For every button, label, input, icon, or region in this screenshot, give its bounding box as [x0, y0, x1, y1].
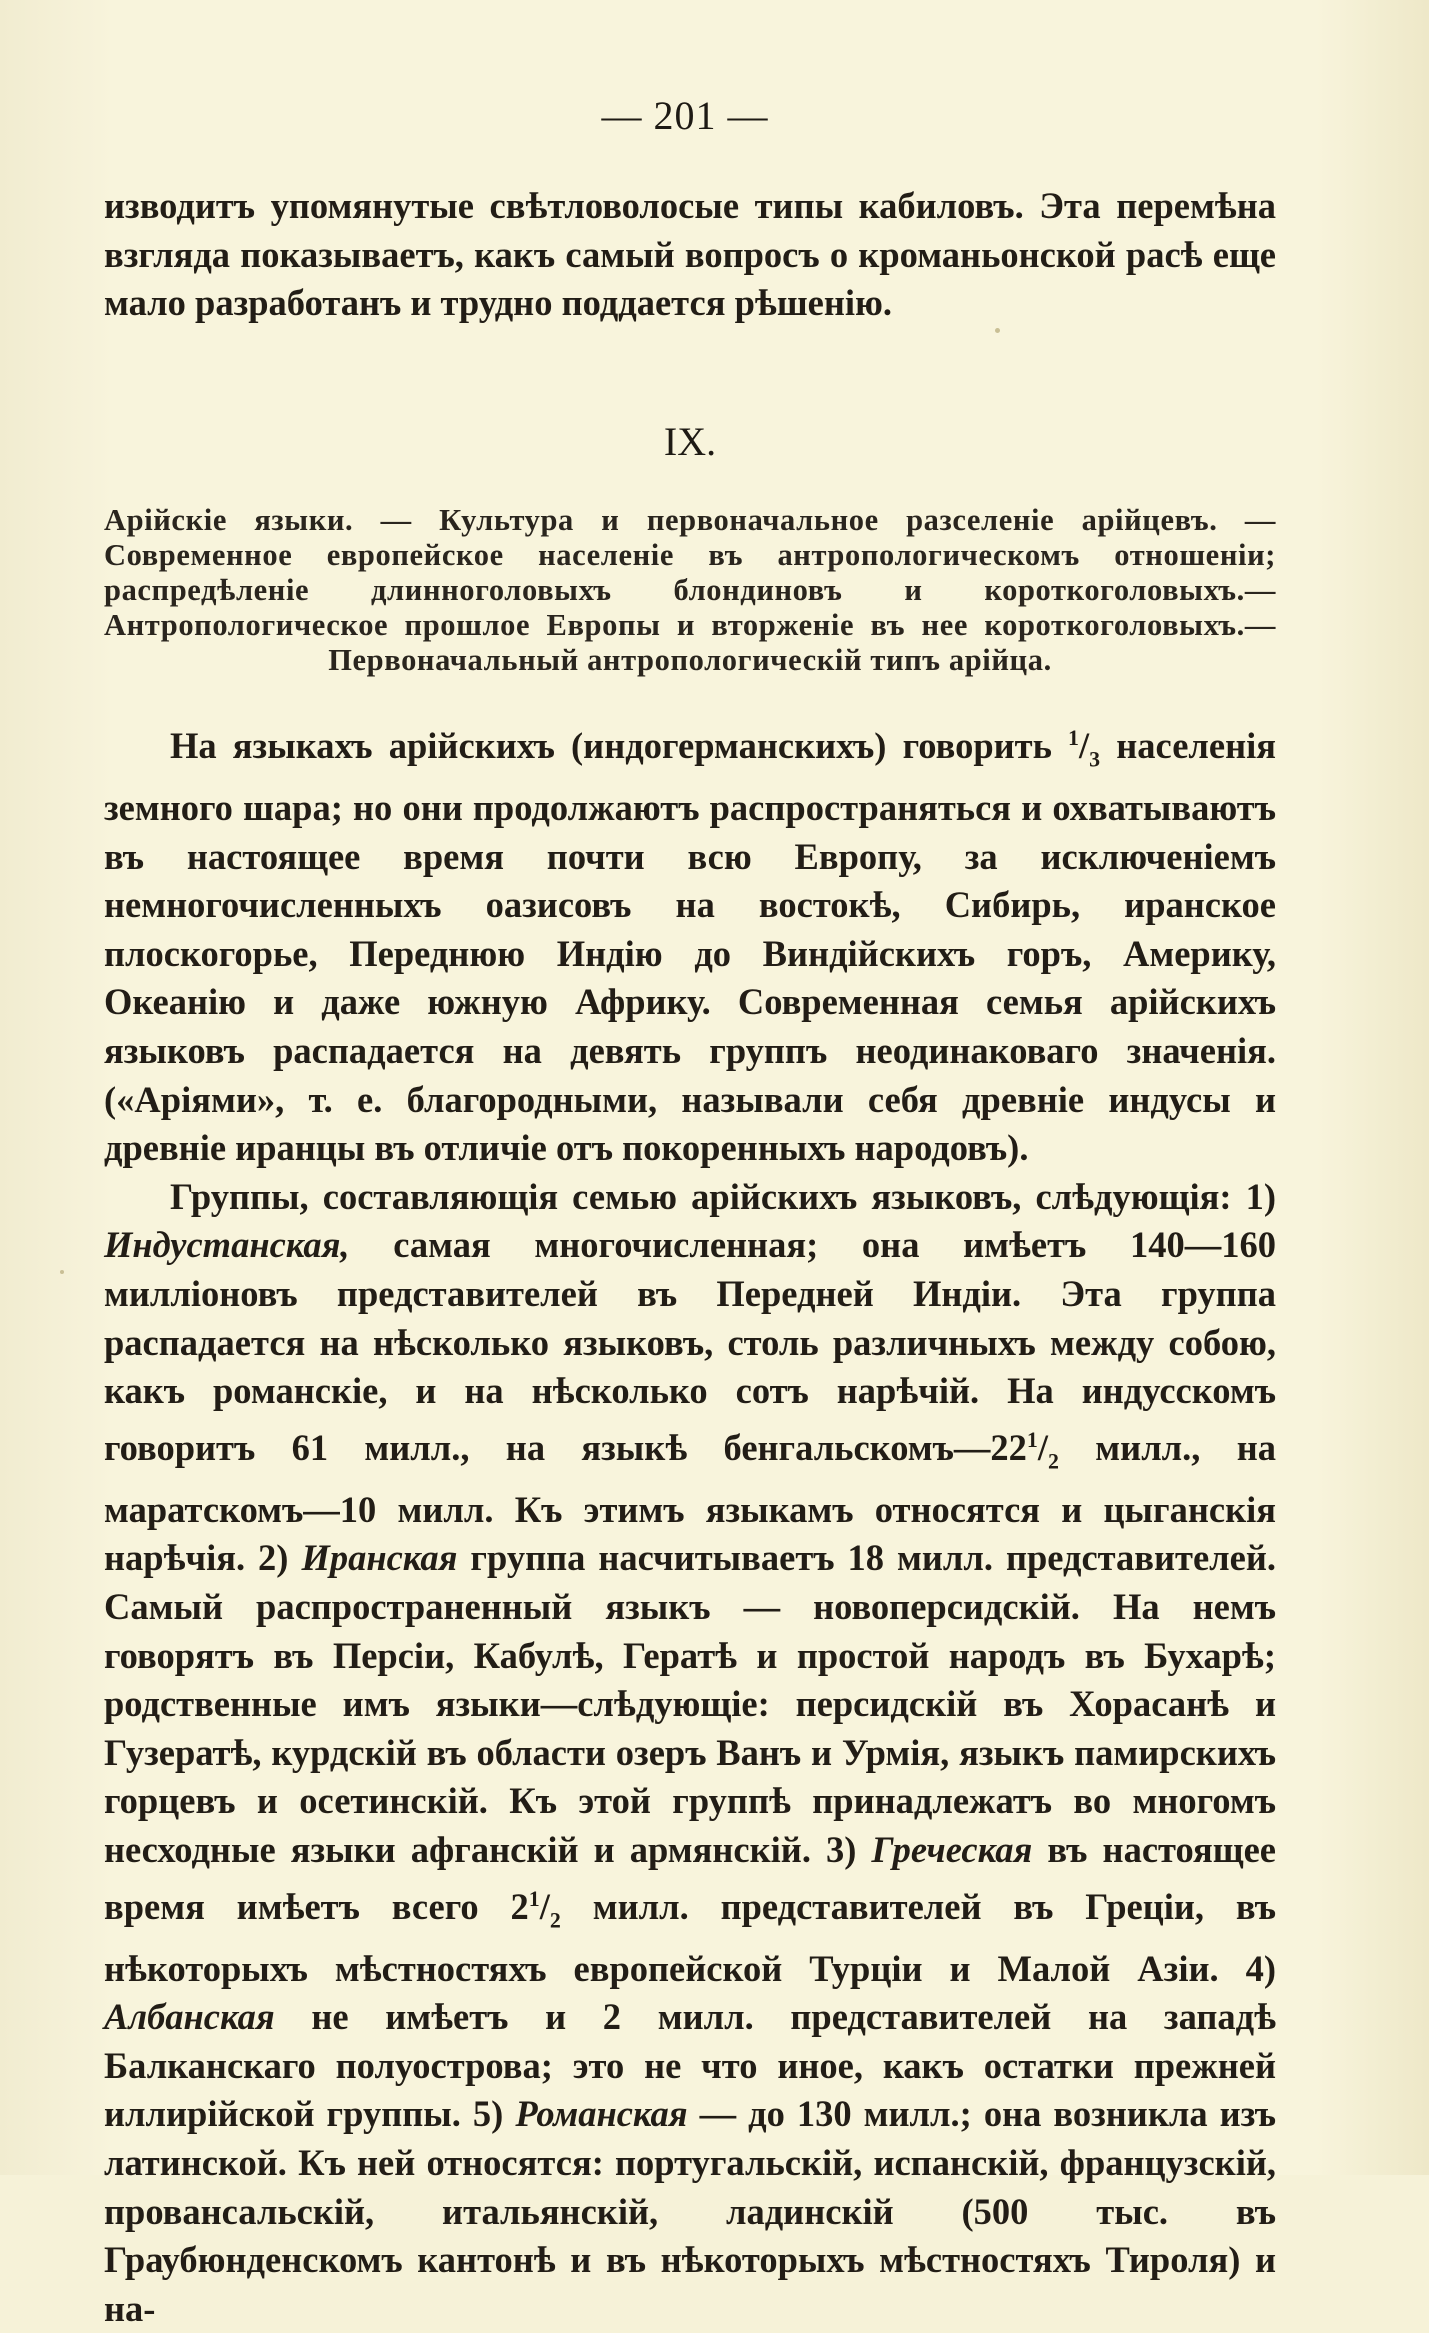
intro-paragraph: изводитъ упомянутые свѣтловолосые типы кабиловъ. Эта перемѣна взгляда показываетъ, какъ самый вопросъ о кроманьонской расѣ еще мало разработанъ и трудно поддается рѣшенію.	[104, 185, 1276, 324]
fraction-numerator: 1	[528, 1885, 540, 1911]
section-number: IX.	[663, 419, 717, 464]
fraction-denominator: 3	[1089, 746, 1101, 772]
group-name-hindustani: Индустанская,	[104, 1224, 350, 1266]
fraction-numerator: 1	[1026, 1426, 1038, 1452]
page-number: — 201 —	[601, 93, 769, 138]
fraction-denominator: 2	[549, 1907, 561, 1933]
body-text	[104, 714, 1276, 2333]
paragraph-2-segment: — до 130 милл.; она возникла изъ латинской. Къ ней относятся: португальскій, испанскій, французскій, провансальскій, итальянскій, ладинскій (500 тыс. въ Граубюнденскомъ кантонѣ и въ нѣкоторыхъ мѣстностяхъ Тироля) и на-	[104, 2093, 1276, 2329]
paragraph-1-part-b: населенія земного шара; но они продолжаютъ распространяться и охватываютъ въ настоящее время почти всю Европу, за исключеніемъ немногочисленныхъ оазисовъ на востокѣ, Сибирь, иранское плоскогорье, Переднюю Индію до Виндійскихъ горъ, Америку, Океанію и даже южную Африку. Современная семья арійскихъ языковъ распадается на девять группъ неодинаковаго значенія. («Аріями», т. е. благородными, называли себя древніе индусы и древніе иранцы въ отличіе отъ покоренныхъ народовъ).	[104, 725, 1276, 1169]
paragraph-2-segment: группа насчитываетъ 18 милл. представителей. Самый распространенный языкъ — новоперсидскій. На немъ говорятъ въ Персіи, Кабулѣ, Гератѣ и простой народъ въ Бухарѣ; родственные имъ языки—слѣдующіе: персидскій въ Хорасанѣ и Гузератѣ, курдскій въ области озеръ Ванъ и Урмія, языкъ памирскихъ горцевъ и осетинскій. Къ этой группѣ принадлежатъ во многомъ несходные языки афганскій и армянскій. 3)	[104, 1537, 1276, 1870]
group-name-greek: Греческая	[871, 1828, 1033, 1870]
paragraph-1-part-a: На языкахъ арійскихъ (индогерманскихъ) говорить	[170, 725, 1069, 767]
paragraph-languages-spread: На языкахъ арійскихъ (индогерманскихъ) говорить $^1/_3$ населенія земного шара; но они продолжаютъ распространяться и охватываютъ въ настоящее время почти всю Европу, за исключеніемъ немногочисленныхъ оазисовъ на востокѣ, Сибирь, иранское плоскогорье, Переднюю Индію до Виндійскихъ горъ, Америку, Океанію и даже южную Африку. Современная семья арійскихъ языковъ распадается на девять группъ неодинаковаго значенія. («Аріями», т. е. благородными, называли себя древніе индусы и древніе иранцы въ отличіе отъ покоренныхъ народовъ).	[104, 725, 1276, 1169]
section-summary: Арійскіе языки. — Культура и первоначальное разселеніе арійцевъ. — Современное европейское населеніе въ антропологическомъ отношеніи; распредѣленіе длинноголовыхъ блондиновъ и короткоголовыхъ.—Антропологическое прошлое Европы и вторженіе въ нее короткоголовыхъ.— Первоначальный антропологическій типъ арійца.	[104, 503, 1276, 677]
paragraph-2-segment: милл., на маратскомъ—10 милл. Къ этимъ языкамъ относятся и цыганскія нарѣчія. 2)	[104, 1426, 1276, 1579]
group-name-albanian: Албанская	[104, 1996, 275, 2038]
group-name-iranian: Иранская	[301, 1537, 458, 1579]
fraction-denominator: 2	[1048, 1448, 1059, 1474]
paragraph-language-groups: Группы, составляющія семью арійскихъ языковъ, слѣдующія: 1) Индустанская, самая многочисленная; она имѣетъ 140—160 милліоновъ представителей въ Передней Индіи. Эта группа распадается на нѣсколько языковъ, столь различныхъ между собою, какъ романскіе, и на нѣсколько сотъ нарѣчій. На индусскомъ говоритъ 61 милл., на языкѣ $бенгальскомъ—22^1/_2$ милл., на маратскомъ—10 милл. Къ этимъ языкамъ относятся и цыганскія нарѣчія. 2) Иранская группа насчитываетъ 18 милл. представителей. Самый распространенный языкъ — новоперсидскій. На немъ говорятъ въ Персіи, Кабулѣ, Гератѣ и простой народъ въ Бухарѣ; родственные имъ языки—слѣдующіе: персидскій въ Хорасанѣ и Гузератѣ, курдскій въ области озеръ Ванъ и Урмія, языкъ памирскихъ горцевъ и осетинскій. Къ этой группѣ принадлежатъ во многомъ несходные языки афганскій и армянскій. 3) Греческая въ настоящее время имѣетъ всего $2^1/_2$ милл. представителей въ Греціи, въ нѣкоторыхъ мѣстностяхъ европейской Турціи и Малой Азіи. 4) Албанская не имѣетъ и 2 милл. представителей на западѣ Балканскаго полуострова; это не что иное, какъ остатки прежней иллирійской группы. 5) Романская — до 130 милл.; она возникла изъ латинской. Къ ней относятся: португальскій, испанскій, французскій, провансальскій, итальянскій, ладинскій (500 тыс. въ Граубюнденскомъ кантонѣ и въ нѣкоторыхъ мѣстностяхъ Тироля) и на-	[104, 1175, 1276, 2329]
paper-speck	[995, 328, 1000, 333]
paragraph-2-segment: самая многочисленная; она имѣетъ 140—160 милліоновъ представителей въ Передней Индіи. Эта группа распадается на нѣсколько языковъ, столь различныхъ между собою, какъ романскіе, и на нѣсколько сотъ нарѣчій. На индусскомъ говоритъ 61 милл., на языкѣ бенгальскомъ—22	[104, 1224, 1276, 1468]
paper-speck	[60, 1270, 64, 1274]
paragraph-2-segment: въ настоящее время имѣетъ всего 2	[104, 1828, 1276, 1927]
group-name-romance: Романская	[515, 2093, 688, 2135]
fraction-numerator: 1	[1068, 725, 1079, 750]
paragraph-2-segment: Группы, составляющія семью арійскихъ языковъ, слѣдующія: 1)	[170, 1175, 1276, 1217]
paragraph-2-segment: не имѣетъ и 2 милл. представителей на западѣ Балканскаго полуострова; это не что иное, какъ остатки прежней иллирійской группы. 5)	[104, 1996, 1276, 2135]
paragraph-2-segment: милл. представителей въ Греціи, въ нѣкоторыхъ мѣстностяхъ европейской Турціи и Малой Азіи. 4)	[104, 1885, 1276, 1989]
